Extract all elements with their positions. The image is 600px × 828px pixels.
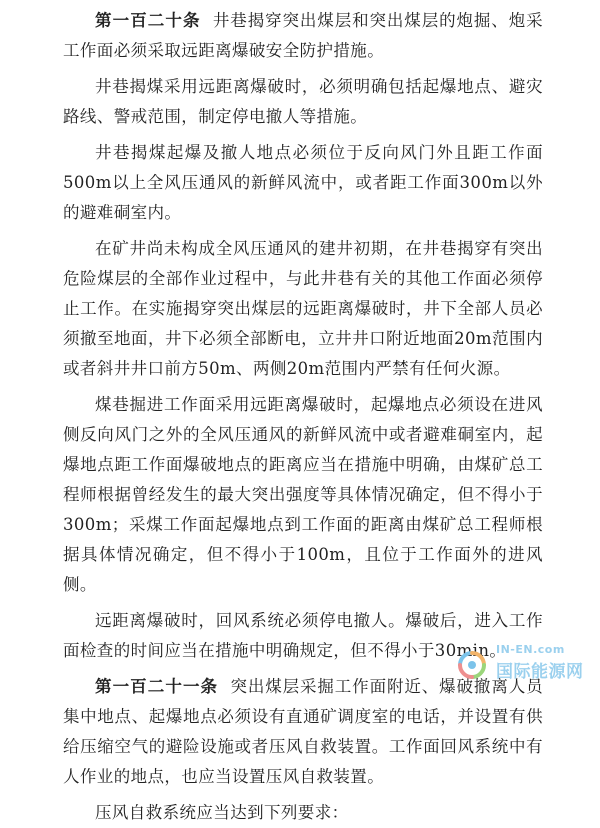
article-120-paragraph	[63, 6, 543, 66]
energy-logo-icon	[452, 643, 492, 683]
document-page	[63, 0, 543, 828]
watermark	[452, 639, 592, 689]
watermark-site: IN-EN.com	[496, 643, 565, 656]
paragraph-detonation-location: 井巷揭煤起爆及撤人地点必须位于反向风门外且距工作面500m以上全风压通风的新鲜风流中，或者距工作面300m以外的避难硐室内。	[63, 143, 543, 222]
paragraph-return-air: 远距离爆破时，回风系统必须停电撤人。爆破后，进入工作面检查的时间应当在措施中明确规定，但不得小于30min。	[63, 611, 543, 660]
article-120-number: 第一百二十条	[95, 11, 201, 30]
paragraph-remote-blasting: 井巷揭煤采用远距离爆破时，必须明确包括起爆地点、避灾路线、警戒范围，制定停电撤人等措施。	[63, 77, 543, 126]
watermark-name: 国际能源网	[496, 662, 584, 682]
article-121-number: 第一百二十一条	[95, 677, 219, 696]
paragraph-compressed-air: 压风自救系统应当达到下列要求：	[95, 803, 349, 822]
paragraph-early-construction: 在矿井尚未构成全风压通风的建井初期，在井巷揭穿有突出危险煤层的全部作业过程中，与此井巷有关的其他工作面必须停止工作。在实施揭穿突出煤层的远距离爆破时，井下全部人员必须撤至地面，井下必须全部断电，立井井口附近地面20m范围内或者斜井井口前方50m、两侧20m范围内严禁有任何火源。	[63, 239, 543, 378]
article-121-paragraph	[63, 672, 543, 792]
paragraph-coal-roadway: 煤巷掘进工作面采用远距离爆破时，起爆地点必须设在进风侧反向风门之外的全风压通风的新鲜风流中或者避难硐室内，起爆地点距工作面爆破地点的距离应当在措施中明确，由煤矿总工程师根据曾经发生的最大突出强度等具体情况确定，但不得小于300m；采煤工作面起爆地点到工作面的距离由煤矿总工程师根据具体情况确定，但不得小于100m，且位于工作面外的进风侧。	[63, 395, 543, 594]
article-121-text: 突出煤层采掘工作面附近、爆破撤离人员集中地点、起爆地点必须设有直通矿调度室的电话，并设置有供给压缩空气的避险设施或者压风自救装置。工作面回风系统中有人作业的地点，也应当设置压风自救装置。	[63, 677, 544, 786]
article-120-text: 井巷揭穿突出煤层和突出煤层的炮掘、炮采工作面必须采取远距离爆破安全防护措施。	[63, 11, 543, 60]
